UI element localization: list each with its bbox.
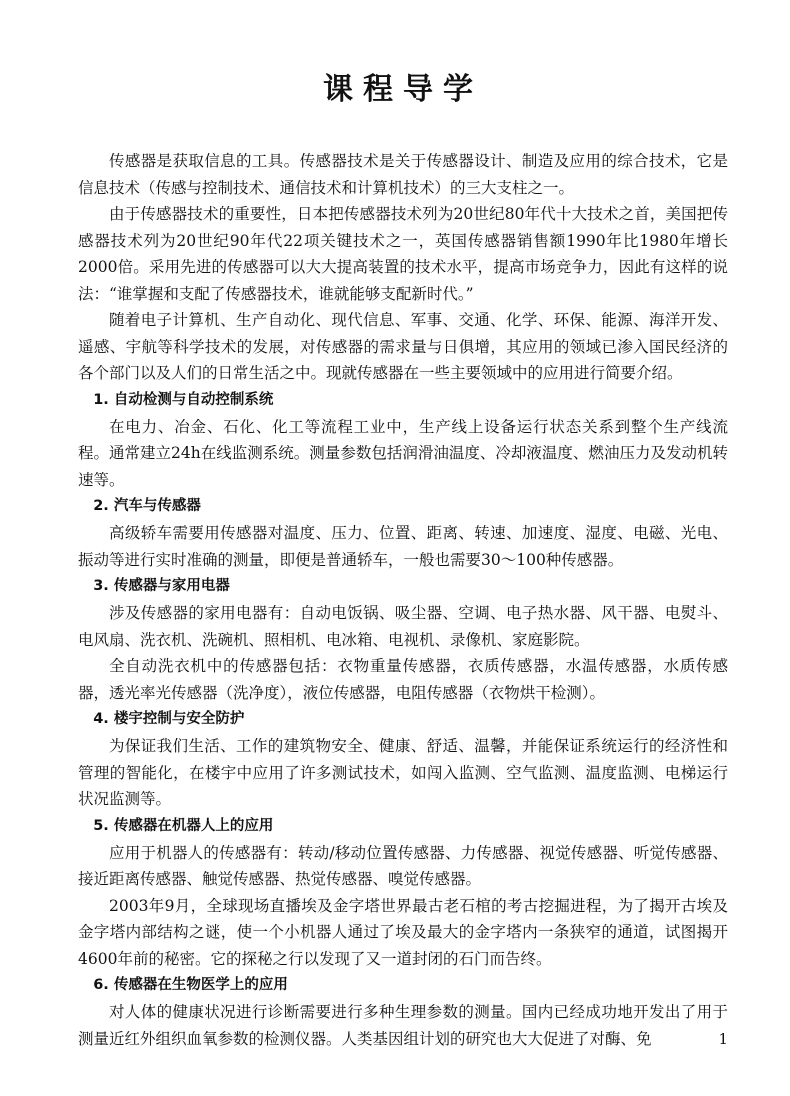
section-heading: 3. 传感器与家用电器 bbox=[93, 578, 230, 594]
page-number: 1 bbox=[718, 1030, 728, 1048]
section-paragraph: 为保证我们生活、工作的建筑物安全、健康、舒适、温馨，并能保证系统运行的经济性和管理的智能化，在楼宇中应用了许多测试技术，如闯入监测、空气监测、温度监测、电梯运行状况监测等。 bbox=[78, 737, 728, 808]
document-page bbox=[78, 70, 728, 1052]
intro-paragraph: 传感器是获取信息的工具。传感器技术是关于传感器设计、制造及应用的综合技术，它是信息技术（传感与控制技术、通信技术和计算机技术）的三大支柱之一。 bbox=[78, 152, 728, 197]
intro-paragraph: 由于传感器技术的重要性，日本把传感器技术列为20世纪80年代十大技术之首，美国把传感器技术列为20世纪90年代22项关键技术之一，英国传感器销售额1990年比1980年增长2000倍。采用先进的传感器可以大大提高装置的技术水平，提高市场竞争力，因此有这样的说法：“谁掌握和支配了传感器技术，谁就能够支配新时代。” bbox=[78, 205, 728, 303]
section-heading: 2. 汽车与传感器 bbox=[93, 498, 201, 514]
section-paragraph: 2003年9月，全球现场直播埃及金字塔世界最古老石棺的考古挖掘进程，为了揭开古埃及金字塔内部结构之谜，使一个小机器人通过了埃及最大的金字塔内一条狭窄的通道，试图揭开4600年前的秘密。它的探秘之行以发现了又一道封闭的石门而告终。 bbox=[78, 896, 728, 968]
section-paragraph: 在电力、冶金、石化、化工等流程工业中，生产线上设备运行状态关系到整个生产线流程。通常建立24h在线监测系统。测量参数包括润滑油温度、冷却液温度、燃油压力及发动机转速等。 bbox=[78, 417, 728, 489]
section-paragraph: 涉及传感器的家用电器有：自动电饭锅、吸尘器、空调、电子热水器、风干器、电熨斗、电风扇、洗衣机、洗碗机、照相机、电冰箱、电视机、录像机、家庭影院。 bbox=[78, 604, 728, 649]
section-heading: 4. 楼宇控制与安全防护 bbox=[93, 711, 245, 727]
section-paragraph: 对人体的健康状况进行诊断需要进行多种生理参数的测量。国内已经成功地开发出了用于测量近红外组织血氧参数的检测仪器。人类基因组计划的研究也大大促进了对酶、免 bbox=[78, 1003, 728, 1048]
section-heading: 1. 自动检测与自动控制系统 bbox=[93, 391, 274, 408]
page-title: 课程导学 bbox=[323, 72, 483, 107]
section-paragraph: 高级轿车需要用传感器对温度、压力、位置、距离、转速、加速度、湿度、电磁、光电、振动等进行实时准确的测量，即便是普通轿车，一般也需要30～100种传感器。 bbox=[78, 524, 728, 569]
section-paragraph: 全自动洗衣机中的传感器包括：衣物重量传感器，衣质传感器，水温传感器，水质传感器，透光率光传感器（洗净度），液位传感器，电阻传感器（衣物烘干检测）。 bbox=[78, 657, 728, 702]
intro-paragraph: 随着电子计算机、生产自动化、现代信息、军事、交通、化学、环保、能源、海洋开发、遥感、宇航等科学技术的发展，对传感器的需求量与日俱增，其应用的领域已渗入国民经济的各个部门以及人们的日常生活之中。现就传感器在一些主要领域中的应用进行简要介绍。 bbox=[78, 311, 728, 382]
section-heading: 5. 传感器在机器人上的应用 bbox=[93, 817, 274, 834]
section-heading: 6. 传感器在生物医学上的应用 bbox=[93, 977, 288, 993]
section-paragraph: 应用于机器人的传感器有：转动/移动位置传感器、力传感器、视觉传感器、听觉传感器、接近距离传感器、触觉传感器、热觉传感器、嗅觉传感器。 bbox=[78, 843, 728, 888]
